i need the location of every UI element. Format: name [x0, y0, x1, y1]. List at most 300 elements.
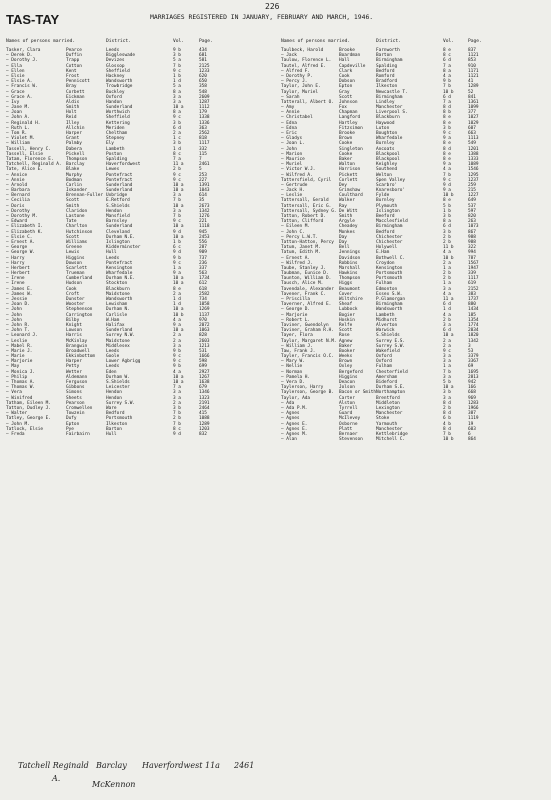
entry-spouse-cell: Epton [339, 84, 353, 90]
entry-vol-cell: 7 b [173, 214, 181, 219]
entry-page-cell: 1323 [199, 395, 210, 401]
entry-name-cell: — Amy [281, 105, 295, 111]
entry-spouse-cell: Gray [339, 89, 350, 95]
left-column [6, 38, 276, 437]
entry-name-cell: — Ellen [6, 68, 25, 74]
entry-district-cell: Wandsworth [106, 297, 133, 302]
entry-district-cell: Trowbridge [106, 84, 133, 90]
entry-district-cell: Scarbro' [376, 182, 398, 188]
entry-page-cell: 3367 [468, 359, 479, 365]
entry-vol-cell: 3 a [173, 94, 181, 100]
entry-vol-cell: 3 a [173, 395, 181, 401]
entry-name-cell: Tattersfield, Cyril [281, 177, 332, 183]
entry-page-cell: 259 [468, 182, 476, 188]
entry-name-cell: — Freda [6, 431, 25, 437]
entry-district-cell: Sheffield [106, 115, 130, 121]
entry-spouse-cell: Thompson [339, 276, 361, 282]
entry-page-cell: 227 [199, 177, 207, 183]
entry-page-cell: 1269 [199, 307, 210, 313]
entry-vol-cell: 6 d [443, 328, 451, 334]
entry-district-cell: Oxford [376, 354, 392, 360]
entry-name-cell: — Mary W. [281, 359, 305, 365]
entry-district-cell: Carlisle [106, 312, 128, 318]
entry-page-cell: 287 [199, 245, 207, 251]
entry-spouse-cell: Epton [66, 421, 80, 427]
entry-name-cell: — Wilfred A. [281, 172, 313, 178]
entry-spouse-cell: Lastone [66, 214, 85, 219]
entry-name-cell: Tattersall, Sydney G. [281, 208, 337, 214]
entry-vol-cell: 9 a [443, 188, 451, 194]
entry-vol-cell: 4 a [173, 369, 181, 375]
entry-district-cell: Pontefract [106, 177, 133, 183]
entry-spouse-cell: Dobson [339, 79, 355, 85]
entry-district-cell: Lewisham [106, 302, 128, 308]
entry-name-cell: Taubman, Eunice D. [281, 271, 329, 277]
entry-page-cell: 1666 [199, 354, 210, 360]
entry-name-cell: — Edward [6, 219, 28, 225]
entry-district-cell: W.Ham [106, 317, 120, 323]
entry-spouse-cell: Walker [339, 198, 355, 204]
entry-district-cell: Haywood [376, 120, 395, 126]
entry-district-cell: Stoke [376, 416, 390, 422]
entry-spouse-cell: Pickett [339, 172, 358, 178]
entry-page-cell: 1276 [199, 214, 210, 219]
entry-page-cell: 2673 [199, 203, 210, 209]
entry-name-cell: — William J. [281, 343, 313, 349]
entry-vol-cell: 7 a [443, 99, 451, 105]
entry-district-cell: Knaresboro' [376, 188, 406, 194]
entry-name-cell: Taviner, Gwendolyn [281, 322, 329, 328]
entry-page-cell: 734 [199, 297, 207, 302]
entry-name-cell: — George W. [6, 250, 36, 256]
entry-page-cell: 1295 [468, 172, 479, 178]
entry-name-cell: — Alan [281, 437, 297, 443]
entry-page-cell: 115 [199, 151, 207, 157]
entry-district-cell: Hull [106, 431, 117, 437]
entry-name-cell: — Joan [6, 110, 22, 116]
entry-vol-cell: 8 a [443, 68, 451, 74]
entry-spouse-cell: Dunster [66, 297, 85, 302]
entry-vol-cell: 6 d [173, 125, 181, 131]
entry-spouse-cell: Charlton [66, 224, 88, 230]
entry-district-cell: Bradford [376, 79, 398, 85]
entry-name-cell: — Edna [281, 125, 297, 131]
entry-page-cell: 1233 [199, 68, 210, 74]
entry-spouse-cell: Croft [66, 291, 80, 297]
entry-vol-cell: 8 d [443, 146, 451, 152]
right-column [281, 38, 551, 442]
entry-vol-cell: 8 e [443, 141, 451, 147]
entry-district-cell: Maidstone [106, 291, 130, 297]
entry-district-cell: Essex S.W. [376, 291, 403, 297]
entry-spouse-cell: Claridon [66, 208, 88, 214]
entry-page-cell: 548 [199, 89, 207, 95]
entry-district-cell: Blackburn [106, 286, 130, 292]
entry-spouse-cell: Frost [66, 73, 80, 79]
entry-vol-cell: 1 a [173, 265, 181, 271]
entry-page-cell: 1342 [199, 208, 210, 214]
entry-district-cell: Durham S.E. [376, 385, 406, 391]
entry-vol-cell: 1 c [173, 136, 181, 142]
entry-name-cell: — Agnes [281, 411, 300, 417]
entry-spouse-cell: Eickman [66, 94, 85, 100]
entry-district-cell: Wharfedale [376, 136, 403, 142]
entry-spouse-cell: Fairbairn [66, 431, 90, 437]
entry-page-cell: 1966 [468, 405, 479, 411]
entry-district-cell: Surrey S.W. [106, 400, 136, 406]
entry-spouse-cell: Tate [66, 219, 77, 225]
entry-name-cell: — Herbert [6, 265, 30, 271]
entry-vol-cell: 9 c [173, 219, 181, 225]
entry-page-cell: 537 [468, 203, 476, 209]
entry-page-cell: 1027 [468, 115, 479, 121]
entry-district-cell: Haverfordwest [106, 162, 141, 168]
entry-spouse-cell: Baker [339, 343, 353, 349]
left-entries [6, 48, 276, 437]
entry-name-cell: Tate, Alice E. [6, 167, 44, 173]
entry-district-cell: Boughton [376, 131, 398, 136]
entry-vol-cell: 10 a [173, 281, 184, 287]
entry-spouse-cell: Bilby [66, 317, 80, 323]
entry-name-cell: — Philip [6, 374, 28, 380]
entry-vol-cell: 7 b [173, 63, 181, 69]
entry-district-cell: Hull [106, 250, 117, 256]
entry-spouse-cell: Barclay [66, 162, 85, 168]
entry-spouse-cell: Dowson [66, 260, 82, 266]
entry-district-cell: Sunderland [106, 328, 133, 334]
entry-district-cell: Beeford [376, 214, 395, 219]
entry-name-cell: — Gladys [281, 136, 303, 142]
entry-district-cell: Wandsworth [376, 307, 403, 313]
entry-vol-cell: 2 a [443, 343, 451, 349]
entry-page-cell: 363 [199, 125, 207, 131]
entry-name-cell: — Victor W.J. [281, 167, 316, 173]
entry-spouse-cell: Aldemann [66, 374, 88, 380]
entry-vol-cell: 9 d [173, 250, 181, 256]
entry-page-cell: 41 [468, 79, 474, 85]
entry-page-cell: 3 [468, 343, 471, 349]
entry-page-cell: 880 [468, 302, 476, 308]
entry-name-cell: — Elsie A. [6, 79, 33, 85]
entry-district-cell: Islington [106, 239, 130, 245]
entry-spouse-cell: Scott [339, 328, 353, 334]
entry-vol-cell: 7 b [173, 411, 181, 417]
entry-spouse-cell: Osborne [339, 421, 358, 427]
entry-vol-cell: 1 a [443, 265, 451, 271]
entry-vol-cell: 3 a [443, 374, 451, 380]
entry-page-cell: 1058 [199, 302, 210, 308]
entry-vol-cell: 4 a [443, 250, 451, 256]
entry-spouse-cell: Baker [339, 156, 353, 162]
entry-vol-cell: 10 a [173, 276, 184, 282]
entry-vol-cell: 5 a [173, 84, 181, 90]
entry-vol-cell: 8 e [443, 48, 451, 53]
entry-district-cell: Oxford [106, 94, 122, 100]
entry-spouse-cell: Cooke [339, 141, 353, 147]
entry-page-cell: 2603 [199, 338, 210, 344]
entry-vol-cell: 1 a [443, 281, 451, 287]
entry-vol-cell: 8 b [443, 110, 451, 116]
entry-spouse-cell: Johnson [339, 99, 358, 105]
entry-district-cell: Kidderminster [106, 245, 141, 251]
entry-spouse-cell: Illey [66, 120, 80, 126]
entry-spouse-cell: Cook [66, 286, 77, 292]
entry-spouse-cell: Petty [66, 364, 80, 370]
entry-page-cell: 415 [199, 411, 207, 417]
entry-spouse-cell: Boardman [339, 53, 361, 59]
entry-spouse-cell: Stevenson [339, 437, 363, 443]
entry-spouse-cell: Hudson [66, 281, 82, 287]
entry-spouse-cell: Argyle [339, 219, 355, 225]
entry-name-cell: — Ada P.M. [281, 405, 308, 411]
entry-page-cell: 2582 [199, 291, 210, 297]
entry-page-cell: 867 [468, 229, 476, 235]
entry-spouse-cell: Platt [339, 426, 353, 432]
entry-district-cell: Goole [106, 354, 120, 360]
entry-spouse-cell: Jolson [339, 385, 355, 391]
entry-name-cell: Taube, Stanley J. [281, 265, 326, 271]
entry-name-cell: Tatton, Clifford [281, 219, 324, 225]
entry-district-cell: Cleveland [106, 229, 130, 235]
entry-spouse-cell: Dey [339, 182, 347, 188]
entry-district-cell: Burnley [376, 198, 395, 204]
entry-district-cell: Durham N. [106, 307, 130, 313]
entry-page-cell: 1947 [468, 265, 479, 271]
entry-vol-cell: 4 a [443, 167, 451, 173]
entry-name-cell: — Mabel R. [6, 343, 33, 349]
entry-vol-cell: 9 c [173, 354, 181, 360]
entry-vol-cell: 9 a [443, 162, 451, 168]
entry-vol-cell: 6 d [443, 94, 451, 100]
entry-spouse-cell: Trueman [66, 271, 85, 277]
entry-vol-cell: 9 d [173, 229, 181, 235]
entry-page-cell: 563 [199, 271, 207, 277]
entry-page-cell: 1171 [468, 68, 479, 74]
entry-vol-cell: 2 a [173, 400, 181, 406]
entry-name-cell: — Tom R. [6, 131, 28, 136]
entry-district-cell: Barton [376, 53, 392, 59]
entry-district-cell: Fulham [376, 364, 392, 370]
entry-page-cell: 1346 [199, 390, 210, 396]
entry-page-cell: 434 [199, 48, 207, 53]
entry-district-cell: Lambeth [106, 146, 125, 152]
entry-name-cell: — Robert L. [281, 317, 311, 323]
entry-district-cell: Manchester [376, 411, 403, 417]
entry-page-cell: 221 [199, 219, 207, 225]
entry-page-cell: 597 [468, 208, 476, 214]
entry-district-cell: Burnley [376, 141, 395, 147]
entry-name-cell: — Wilfred J. [281, 260, 313, 266]
entry-district-cell: Spalding [106, 156, 128, 162]
entry-vol-cell: 1 d [173, 302, 181, 308]
entry-district-cell: Kettering [106, 120, 130, 126]
entry-page-cell: 1820 [468, 333, 479, 339]
entry-page-cell: 53 [468, 348, 474, 354]
entry-name-cell: — Ernest A. [6, 239, 36, 245]
entry-district-cell: Handon [106, 99, 122, 105]
entry-district-cell: Birmingham [376, 58, 403, 64]
entry-page-cell: 337 [199, 265, 207, 271]
entry-page-cell: 681 [199, 53, 207, 59]
page-number: 226 [265, 2, 280, 11]
entry-name-cell: Tattersall, Gerald [281, 198, 329, 204]
entry-vol-cell: 1 d [173, 297, 181, 302]
entry-district-cell: Worthwich [106, 110, 130, 116]
entry-district-cell: Hackney [106, 73, 125, 79]
entry-district-cell: Surrey S.W. [376, 343, 406, 349]
entry-name-cell: — John M. [6, 421, 30, 427]
entry-vol-cell: 3 b [443, 229, 451, 235]
entry-district-cell: Middleton [376, 400, 400, 406]
entry-page-cell: 556 [199, 239, 207, 245]
entry-district-cell: Mansfield [106, 214, 130, 219]
entry-district-cell: Kettlebridge [376, 431, 408, 437]
entry-spouse-cell: Bell [339, 245, 350, 251]
entry-district-cell: Southend [376, 167, 398, 173]
register-entry-row [281, 437, 551, 442]
entry-name-cell: — William [6, 141, 30, 147]
entry-district-cell: Wharfedale [106, 271, 133, 277]
entry-vol-cell: 1 a [443, 364, 451, 370]
entry-page-cell: 945 [199, 229, 207, 235]
entry-spouse-cell: Pennicott [66, 79, 90, 85]
entry-district-cell: Bedford [106, 411, 125, 417]
entry-district-cell: Luton [376, 125, 390, 131]
entry-vol-cell: 8 c [173, 426, 181, 432]
entry-name-cell: — Dorothy J. [6, 58, 38, 64]
entry-page-cell: 1289 [199, 421, 210, 427]
entry-spouse-cell: Reid [66, 115, 77, 121]
entry-district-cell: Mitchell C. [376, 437, 406, 443]
entry-vol-cell: 10 a [173, 105, 184, 111]
entry-spouse-cell: Smith [339, 214, 353, 219]
entry-page-cell: 383 [468, 291, 476, 297]
entry-vol-cell: 6 d [443, 302, 451, 308]
entry-district-cell: Sunderland [106, 105, 133, 111]
entry-spouse-cell: Ray [339, 203, 347, 209]
entry-district-cell: Fylde [376, 193, 390, 199]
entry-spouse-cell: Cover [339, 291, 353, 297]
entry-spouse-cell: Ferguson [66, 380, 88, 385]
entry-spouse-cell: Bray [66, 84, 77, 90]
entry-vol-cell: 8 c [173, 151, 181, 157]
entry-name-cell: — Herbert [6, 271, 30, 277]
entry-spouse-cell: Day [339, 234, 347, 240]
entry-vol-cell: 8 e [443, 151, 451, 157]
entry-district-cell: Birmingham [376, 224, 403, 230]
entry-spouse-cell: Smith [66, 203, 80, 209]
entry-vol-cell: 10 a [173, 307, 184, 313]
entry-spouse-cell: Wetter [66, 369, 82, 375]
entry-spouse-cell: Lewis [66, 250, 80, 256]
handwritten-annotation: Barclay [96, 761, 127, 770]
entry-vol-cell: 1 b [173, 239, 181, 245]
entry-name-cell: — Gertrude [281, 182, 308, 188]
entry-name-cell: — Francis W. [6, 84, 38, 90]
entry-district-cell: Surrey E.S. [376, 338, 406, 344]
entry-spouse-cell: Relfe [339, 322, 353, 328]
entry-spouse-cell: Simons [66, 390, 82, 396]
entry-name-cell: — Agnes E. [281, 426, 308, 432]
entry-page-cell: 1113 [468, 136, 479, 142]
entry-name-cell: — Jack [281, 53, 297, 59]
entry-name-cell: — Marjorie [6, 359, 33, 365]
entry-vol-cell: 11 a [173, 162, 184, 168]
entry-district-cell: Halifax [106, 322, 125, 328]
entry-district-cell: Ilkeston [106, 421, 128, 427]
entry-vol-cell: 9 c [443, 348, 451, 354]
entry-vol-cell: 9 b [173, 48, 181, 53]
entry-page-cell: 166 [468, 385, 476, 391]
entry-name-cell: — John A. [6, 115, 30, 121]
handwritten-annotation: Haverfordwest [142, 761, 203, 770]
entry-spouse-cell: Hartley [339, 120, 358, 126]
entry-district-cell: Birmingham [376, 94, 403, 100]
entry-spouse-cell: Sheaf [339, 302, 353, 308]
entry-district-cell: Cheltham [106, 131, 128, 136]
entry-vol-cell: 8 e [173, 286, 181, 292]
entry-name-cell: Tatton, Dudley J. [6, 405, 51, 411]
entry-district-cell: Durham N.E. [106, 234, 136, 240]
entry-page-cell: 841 [468, 94, 476, 100]
entry-spouse-cell: Hall [339, 58, 350, 64]
entry-spouse-cell: Brown [339, 359, 353, 365]
entry-page-cell: 618 [199, 286, 207, 292]
entry-district-cell: Durham N.E. [106, 276, 136, 282]
column-header-vol: Vol. [443, 39, 455, 44]
entry-district-cell: Midhurst [376, 317, 398, 323]
entry-vol-cell: 7 b [173, 421, 181, 427]
entry-page-cell: 69 [468, 364, 474, 370]
entry-name-cell: — Eric [281, 131, 297, 136]
entry-vol-cell: 2 b [443, 405, 451, 411]
entry-spouse-cell: Wiltshire [339, 297, 363, 302]
entry-district-cell: Wakefield [376, 348, 400, 354]
entry-spouse-cell: Dufy [66, 416, 77, 422]
entry-page-cell: 2191 [199, 400, 210, 406]
entry-page-cell: 1338 [199, 115, 210, 121]
entry-name-cell: — Maurice [281, 156, 305, 162]
entry-spouse-cell: Bernaer [339, 431, 358, 437]
entry-vol-cell: 8 e [443, 115, 451, 121]
entry-page-cell: 663 [468, 131, 476, 136]
entry-district-cell: Kensington [106, 265, 133, 271]
entry-name-cell: — Irene [6, 276, 25, 282]
entry-name-cell: — Walter [6, 411, 28, 417]
entry-name-cell: — Grace [6, 89, 25, 95]
entry-page-cell: 598 [199, 359, 207, 365]
entry-vol-cell: 9 c [173, 68, 181, 74]
entry-spouse-cell: Brangwin [66, 343, 88, 349]
entry-vol-cell: 3 b [173, 53, 181, 59]
entry-name-cell: Taw, Frank J. [281, 348, 316, 354]
entry-name-cell: Tayer, Flora [281, 333, 313, 339]
entry-district-cell: Ware [106, 405, 117, 411]
entry-name-cell: — Norman [281, 369, 303, 375]
entry-page-cell: 377 [468, 110, 476, 116]
entry-page-cell: 619 [468, 281, 476, 287]
entry-district-cell: Kensington [376, 265, 403, 271]
entry-page-cell: 668 [468, 390, 476, 396]
entry-spouse-cell: Langford [339, 115, 361, 121]
entry-vol-cell: 10 b [443, 89, 454, 95]
entry-vol-cell: 9 d [173, 431, 181, 437]
entry-page-cell: 1227 [468, 193, 479, 199]
entry-name-cell: — Sarah [281, 94, 300, 100]
entry-vol-cell: 3 a [173, 193, 181, 199]
entry-page-cell: 970 [199, 317, 207, 323]
entry-name-cell: — Elsie [6, 73, 25, 79]
